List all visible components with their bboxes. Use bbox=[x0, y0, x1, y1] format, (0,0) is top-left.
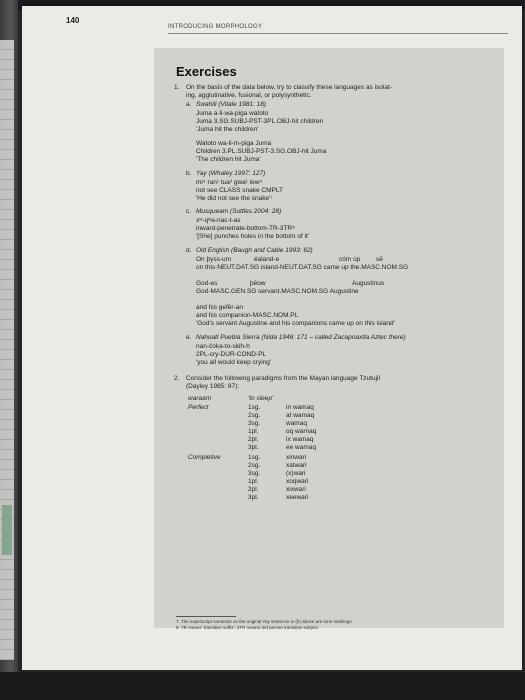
completive-person: 1pl. bbox=[248, 478, 259, 485]
q1e-label: e. bbox=[186, 334, 192, 341]
perfect-person: 3pl. bbox=[248, 444, 259, 451]
q1d-word5: God-es bbox=[196, 280, 218, 287]
q1c-source: Musqueam (Suttles 2004: 28) bbox=[196, 208, 282, 215]
q1-text-line2: ing, agglutinative, fusional, or polysynthetic. bbox=[186, 92, 312, 99]
q1d-word6: þēow bbox=[250, 280, 266, 287]
q1a-label: a. bbox=[186, 101, 192, 108]
q1d-line5: and his gefēr-an bbox=[196, 304, 243, 311]
perfect-person: 3sg. bbox=[248, 420, 261, 427]
q1a-ex1-form: Juma a-li-wa-piga watoto bbox=[196, 110, 269, 117]
q1b-label: b. bbox=[186, 170, 192, 177]
perfect-form: at wamaq bbox=[286, 412, 315, 419]
completive-form: xinwari bbox=[286, 454, 307, 461]
q1d-gloss1: on this-NEUT.DAT.SG island-NEUT.DAT.SG came up the.MASC.NOM.SG bbox=[196, 264, 409, 271]
q1b-gloss: not see CLASS snake CMPLT bbox=[196, 187, 283, 194]
q1e-source: Nahuatl Puebla Sierra (Nida 1946: 171 – called Zacapoaxtla Aztec there) bbox=[196, 334, 406, 341]
q1d-gloss2: God-MASC.GEN.SG servant.MASC.NOM.SG Augustine bbox=[196, 288, 359, 295]
header-rule bbox=[168, 33, 508, 34]
q1d-source: Old English (Baugh and Cable 1993: 62) bbox=[196, 247, 313, 254]
completive-form: (x)wari bbox=[286, 470, 306, 477]
q1b-translation: 'He did not see the snake'⁷ bbox=[196, 195, 273, 202]
q1c-translation: '[She] punches holes in the bottom of it' bbox=[196, 233, 310, 240]
q1e-translation: 'you all would keep crying' bbox=[196, 359, 272, 366]
completive-label: Completive bbox=[188, 454, 221, 461]
footnote-8: 8. TR means 'transitive suffix'; 3TR means 3rd person transitive subject. bbox=[176, 625, 319, 630]
q1c-gloss: inward-penetrate-bottom-TR-3TR⁸ bbox=[196, 225, 295, 232]
perfect-form: in wamaq bbox=[286, 404, 314, 411]
q1a-ex2-translation: 'The children hit Juma' bbox=[196, 156, 261, 163]
q2-source: (Dayley 1985: 87): bbox=[186, 383, 240, 390]
q1d-word7: Augustinus bbox=[352, 280, 385, 287]
q1b-form: mi⁴ ran¹ tua³ gwa¹ lew⁴ bbox=[196, 179, 263, 186]
q1d-word2: éaland-e bbox=[254, 256, 280, 263]
page-number: 140 bbox=[66, 16, 80, 25]
q1a-source: Swahili (Vitale 1981: 18) bbox=[196, 101, 266, 108]
running-head: INTRODUCING MORPHOLOGY bbox=[168, 24, 263, 30]
completive-person: 3pl. bbox=[248, 494, 259, 501]
q1d-word3: cóm úp bbox=[339, 256, 361, 263]
q1-text-line1: On the basis of the data below, try to classify these languages as isolat- bbox=[186, 84, 392, 91]
q1d-gloss3: and his companion-MASC.NOM.PL bbox=[196, 312, 299, 319]
perfect-person: 1sg. bbox=[248, 404, 261, 411]
completive-person: 3sg. bbox=[248, 470, 261, 477]
page-tabs bbox=[0, 40, 14, 660]
q1a-ex1-gloss: Juma 3.SG.SUBJ-PST-3PL.OBJ-hit children bbox=[196, 118, 324, 125]
completive-person: 2sg. bbox=[248, 462, 261, 469]
perfect-form: ee wamaq bbox=[286, 444, 316, 451]
completive-form: xixwari bbox=[286, 486, 306, 493]
perfect-person: 2sg. bbox=[248, 412, 261, 419]
perfect-form: wamaq bbox=[286, 420, 307, 427]
q1d-label: d. bbox=[186, 247, 192, 254]
paradigm-gloss: 'to sleep' bbox=[248, 395, 274, 402]
q2-text: Consider the following paradigms from the Mayan language Tzutujil bbox=[186, 375, 380, 382]
q2-number: 2. bbox=[174, 375, 180, 382]
green-tab bbox=[2, 505, 12, 555]
footnote-7: 7. The superscript numerals on the original Yay sentence in (b) above are tone markings. bbox=[176, 619, 353, 624]
q1a-ex2-gloss: Children 3.PL.SUBJ-PST-3.SG.OBJ-hit Juma bbox=[196, 148, 327, 155]
q1-number: 1. bbox=[174, 84, 180, 91]
perfect-label: Perfect bbox=[188, 404, 209, 411]
perfect-form: ix wamaq bbox=[286, 436, 314, 443]
perfect-form: oq warnaq bbox=[286, 428, 317, 435]
completive-person: 2pl. bbox=[248, 486, 259, 493]
completive-person: 1sg. bbox=[248, 454, 261, 461]
q1d-word4: sē bbox=[376, 256, 383, 263]
q1b-source: Yay (Whaley 1997: 127) bbox=[196, 170, 266, 177]
q1d-translation: 'God's servant Augustine and his companions came up on this island' bbox=[196, 320, 395, 327]
q1c-form: xʷ-qʷə-nac-t-as bbox=[196, 217, 241, 224]
perfect-person: 1pl. bbox=[248, 428, 259, 435]
footnote-rule bbox=[176, 616, 236, 617]
book-page bbox=[22, 6, 522, 670]
q1e-gloss: 2PL-cry-DUR-COND-PL bbox=[196, 351, 267, 358]
q1c-label: c. bbox=[186, 208, 192, 215]
q1e-form: nan-čoka-to-skih-h bbox=[196, 343, 250, 350]
completive-form: xeewari bbox=[286, 494, 309, 501]
desk-bottom-edge bbox=[0, 672, 525, 700]
exercises-title: Exercises bbox=[176, 64, 237, 79]
completive-form: xoqwari bbox=[286, 478, 309, 485]
completive-form: xatwari bbox=[286, 462, 307, 469]
paradigm-word: waraam bbox=[188, 395, 212, 402]
q1d-word1: On þyss-um bbox=[196, 256, 232, 263]
q1a-ex1-translation: 'Juma hit the children' bbox=[196, 126, 259, 133]
exercises-box bbox=[154, 48, 504, 628]
perfect-person: 2pl. bbox=[248, 436, 259, 443]
q1a-ex2-form: Watoto wa-li-m-piga Juma bbox=[196, 140, 272, 147]
